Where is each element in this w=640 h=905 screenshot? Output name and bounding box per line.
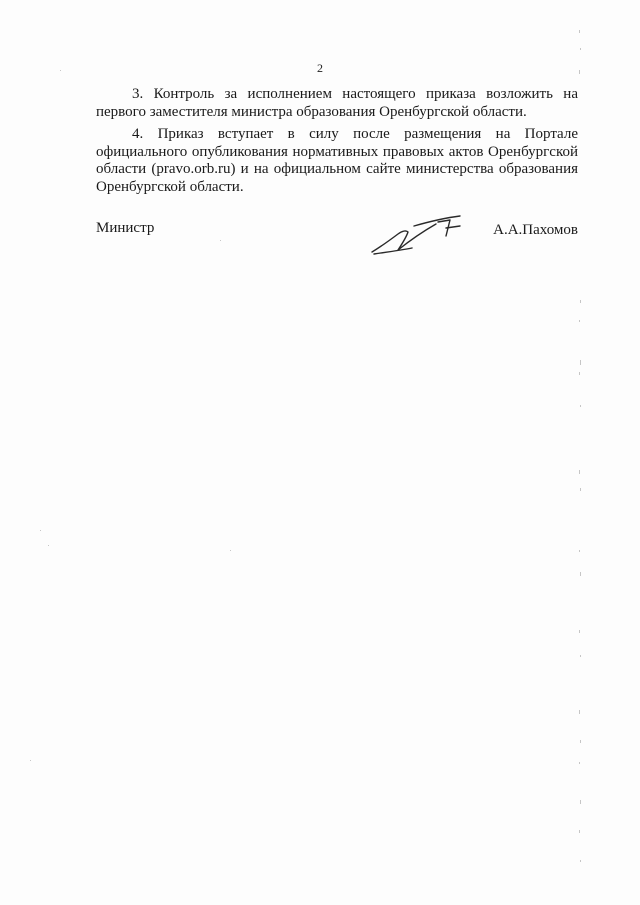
- page-number: 2: [317, 61, 323, 75]
- signer-position: Министр: [96, 220, 155, 236]
- signature-block: [96, 208, 578, 268]
- paragraph-4: 4. Приказ вступает в силу после размещения на Портале официального опубликования нормативных правовых актов Оренбургской области (pravo.orb.ru) и на официальном сайте министерства образования Оренбургской области.: [96, 126, 578, 195]
- signer-name: А.А.Пахомов: [493, 222, 578, 238]
- document-body: [96, 86, 578, 201]
- paragraph-3: 3. Контроль за исполнением настоящего приказа возложить на первого заместителя министра образования Оренбургской области.: [96, 86, 578, 120]
- handwritten-signature: [368, 208, 488, 258]
